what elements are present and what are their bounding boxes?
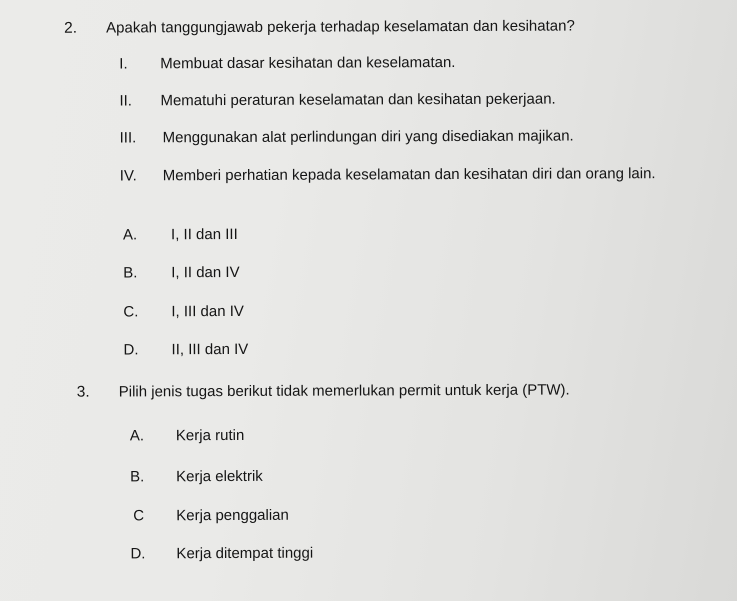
option-text: I, II dan III <box>170 225 238 244</box>
question-number: 3. <box>76 383 90 401</box>
statement-text: Memberi perhatian kepada keselamatan dan kesihatan diri dan orang lain. <box>162 165 656 185</box>
statement-text: Menggunakan alat perlindungan diri yang disediakan majikan. <box>162 127 574 147</box>
option-label: B. <box>123 264 138 282</box>
option-label: A. <box>129 427 145 445</box>
option-text: I, III dan IV <box>171 302 244 321</box>
statement-label: IV. <box>119 167 137 185</box>
option-text: I, II dan IV <box>171 263 240 282</box>
statement-text: Membuat dasar kesihatan dan keselamatan. <box>160 54 456 73</box>
statement-text: Mematuhi peraturan keselamatan dan kesihatan pekerjaan. <box>160 90 556 110</box>
question-text: Apakah tanggungjawab pekerja terhadap keselamatan dan kesihatan? <box>106 17 575 37</box>
option-text: Kerja ditempat tinggi <box>176 544 314 563</box>
option-text: Kerja rutin <box>175 426 245 445</box>
option-label: D. <box>130 545 146 563</box>
option-label: A. <box>122 226 138 244</box>
option-text: II, III dan IV <box>171 340 249 359</box>
option-label: C <box>133 507 145 525</box>
statement-label: I. <box>119 55 128 73</box>
option-label: D. <box>123 341 139 359</box>
option-text: Kerja penggalian <box>176 506 289 525</box>
option-label: C. <box>123 303 139 321</box>
option-label: B. <box>130 468 145 486</box>
question-text: Pilih jenis tugas berikut tidak memerlukan permit untuk kerja (PTW). <box>118 381 570 401</box>
statement-label: III. <box>119 129 137 147</box>
option-text: Kerja elektrik <box>176 467 263 486</box>
statement-label: II. <box>119 92 132 110</box>
question-number: 2. <box>64 19 78 37</box>
